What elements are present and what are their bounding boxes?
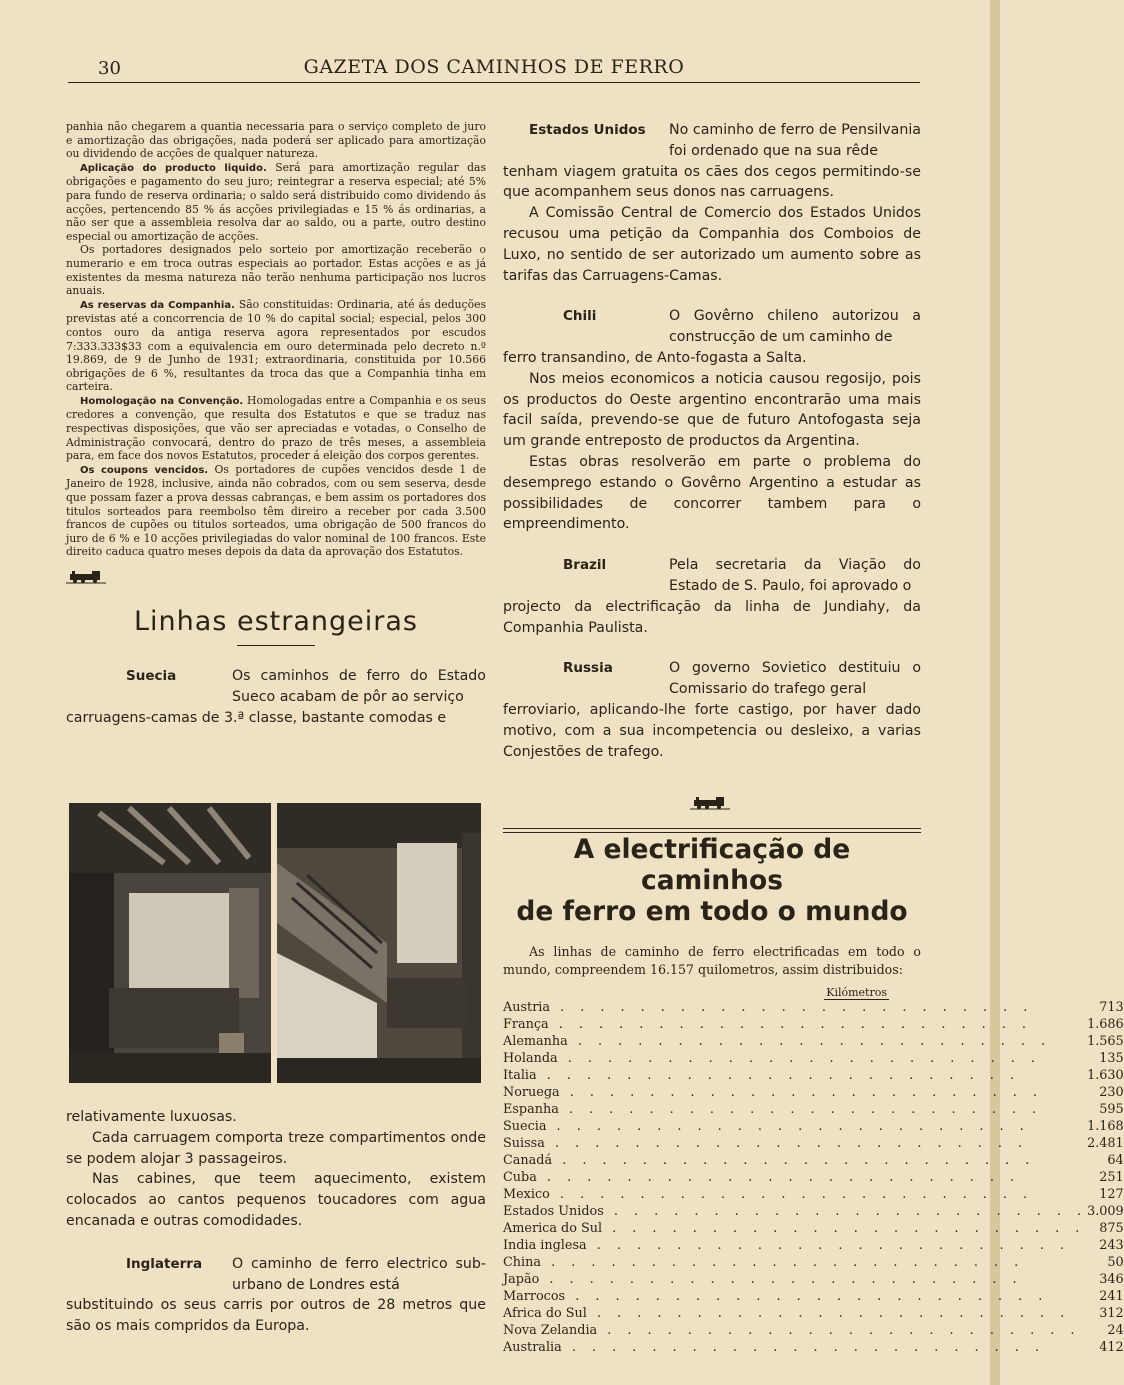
paragraph: Estas obras resolverão em parte o problema do desemprego estando o Govêrno Argentino a estudar as possibilidades de concorrer tambem para o empreendimento. — [503, 453, 921, 533]
country-label: Inglaterra — [126, 1255, 203, 1272]
paragraph: A Comissão Central de Comercio dos Estados Unidos recusou uma petição da Companhia dos Comboios de Luxo, no sentido de ser autorizado um aumento sobre as tarifas das Carruagens-Camas. — [503, 205, 921, 284]
km-cell: 412 — [1099, 1340, 1124, 1355]
paragraph: Cada carruagem comporta treze compartimentos onde se podem alojar 3 passageiros. — [66, 1129, 486, 1167]
km-cell: 24 — [1107, 1323, 1124, 1338]
country-cell — [503, 1237, 1087, 1254]
table-row — [503, 1152, 1124, 1169]
news-chili — [503, 306, 921, 535]
country-name: Holanda — [503, 1051, 558, 1066]
cabin-photo-right — [277, 803, 481, 1083]
leader-dots: . . . . . . . . . . . . . . . . . . . . . . . . — [559, 1085, 1043, 1100]
table-row — [503, 1033, 1124, 1050]
table-row — [503, 1050, 1124, 1067]
km-cell: 312 — [1099, 1306, 1124, 1321]
country-name: Suecia — [503, 1119, 547, 1134]
country-name: Australia — [503, 1340, 562, 1355]
country-cell — [503, 1322, 1087, 1339]
paragraph-text: Será para amortização regular das obrigações e pagamento do seu juro; reintegrar a reserva especial; até 5% para fundo de reserva ordinaria; o saldo será distribuido como dividendo ás acções, pertencendo 85 % ás acções privilegiadas e 15 % ás ordinarias, a não ser que a assembleia resolva dar ao saldo, ou a parte, outro destino especial ou amortização de acções. — [66, 160, 486, 243]
leader-dots: . . . . . . . . . . . . . . . . . . . . . . . . — [552, 1153, 1036, 1168]
left-column — [66, 120, 486, 728]
country-cell — [503, 1067, 1087, 1084]
leader-dots: . . . . . . . . . . . . . . . . . . . . . . . . — [558, 1102, 1043, 1117]
news-brazil — [503, 555, 921, 638]
continuation-text: ferro transandino, de Anto-fogasta a Salta. — [503, 349, 807, 366]
continuation-text: projecto da electrificação da linha de Jundiahy, da Companhia Paulista. — [503, 598, 921, 636]
continuation-text: substituindo os seus carris por outros de 28 metros que são os mais compridos da Europa. — [66, 1297, 486, 1335]
lead-text: O governo Sovietico destituiu o Comissario do trafego geral — [669, 660, 921, 698]
paragraph: Os portadores designados pelo sorteio por amortização receberão o numerario e em troca outras especiais ao portador. Estas acções e as já existentes da mesma natureza não terão nenhuma participação nos lucros anuais. — [66, 243, 486, 298]
masthead-title: GAZETA DOS CAMINHOS DE FERRO — [303, 56, 685, 78]
news-suecia — [66, 666, 486, 728]
country-name: Canadá — [503, 1153, 553, 1168]
country-cell — [503, 1305, 1087, 1322]
km-cell: 595 — [1099, 1102, 1124, 1117]
country-label: Brazil — [563, 557, 607, 574]
table-row — [503, 999, 1124, 1016]
paragraph-text: Homologadas entre a Companhia e os seus credores a convenção, que resulta dos Estatutos e que se traduz nas respectivas disposições, que vão ser apreciadas e votadas, o Conselho de Administração convocará, dentro do prazo de três meses, a assembleia para, em face dos novos Estatutos, proceder á eleição dos corpos gerentes. — [66, 393, 487, 463]
country-name: Austria — [503, 1000, 551, 1015]
lead-text: No caminho de ferro de Pensilvania foi ordenado que na sua rêde — [669, 122, 921, 159]
lead-text: Os caminhos de ferro do Estado Sueco acabam de pôr ao serviço — [232, 668, 486, 705]
country-cell — [503, 999, 1087, 1016]
leader-dots: . . . . . . . . . . . . . . . . . . . . . . . . — [546, 1119, 1030, 1134]
continuation-text: relativamente luxuosas. — [66, 1109, 237, 1125]
leader-dots: . . . . . . . . . . . . . . . . . . . . . . . . — [544, 1136, 1029, 1151]
table-row — [503, 1084, 1124, 1101]
km-cell: 135 — [1099, 1051, 1124, 1066]
country-cell — [503, 1254, 1087, 1271]
leader-dots: . . . . . . . . . . . . . . . . . . . . . . . . — [557, 1051, 1041, 1066]
km-cell: 346 — [1099, 1272, 1124, 1287]
leader-dots: . . . . . . . . . . . . . . . . . . . . . . . . — [597, 1323, 1081, 1338]
leader-dots: . . . . . . . . . . . . . . . . . . . . . . . . — [565, 1289, 1049, 1304]
country-name: China — [503, 1255, 541, 1270]
table-row — [503, 1101, 1124, 1118]
country-name: Suissa — [503, 1136, 545, 1151]
leader-dots: . . . . . . . . . . . . . . . . . . . . . . . . — [539, 1272, 1023, 1287]
paragraph-heading: Homologação na Convenção. — [80, 395, 244, 407]
lead-text: Pela secretaria da Viação do Estado de S. Paulo, foi aprovado o — [669, 557, 921, 594]
country-name: Estados Unidos — [503, 1204, 604, 1219]
country-cell — [503, 1152, 1087, 1169]
km-cell: 241 — [1099, 1289, 1124, 1304]
paragraph-text: São constituidas: Ordinaria, até ás deduções previstas até a concorrencia de 10 % do capital social; especial, pelos 300 contos ouro da antiga reserva agora representados por escudos 7:333.333$33 com a equivalencia em ouro determinada pelo decreto n.º 19.869, de 9 de Junho de 1931; extraordinaria, constituida por 10.566 obrigações de 6 %, resultantes da troca das que a Companhia tinha em carteira. — [66, 297, 486, 394]
leader-dots: . . . . . . . . . . . . . . . . . . . . . . . . — [567, 1034, 1052, 1049]
country-name: Noruega — [503, 1085, 560, 1100]
km-table — [503, 999, 1124, 1356]
statutes-text — [66, 120, 486, 559]
news-russia — [503, 658, 921, 762]
table-row — [503, 1169, 1124, 1186]
country-name: Mexico — [503, 1187, 550, 1202]
km-cell: 875 — [1099, 1221, 1124, 1236]
double-rule — [503, 828, 921, 833]
leader-dots: . . . . . . . . . . . . . . . . . . . . . . . . — [549, 1187, 1034, 1202]
km-cell: 3.009 — [1087, 1204, 1124, 1219]
table-row — [503, 1271, 1124, 1288]
km-cell: 1.565 — [1087, 1034, 1124, 1049]
country-cell — [503, 1050, 1087, 1067]
country-cell — [503, 1084, 1087, 1101]
paragraph: panhia não chegarem a quantia necessaria para o serviço completo de juro e amortização das obrigações, nada poderá ser aplicado para amortização ou dividendo de acções de qualquer natureza. — [66, 120, 486, 161]
leader-dots: . . . . . . . . . . . . . . . . . . . . . . . . — [586, 1306, 1071, 1321]
article-title-line1: A electrificação de caminhos — [573, 834, 851, 896]
paragraph: Nas cabines, que teem aquecimento, existem colocados ao cantos pequenos toucadores com agua encanada e outras comodidades. — [66, 1171, 486, 1229]
table-row — [503, 1339, 1124, 1356]
country-cell — [503, 1203, 1087, 1220]
country-cell — [503, 1220, 1087, 1237]
news-estados-unidos — [503, 120, 921, 286]
table-row — [503, 1305, 1124, 1322]
country-name: Alemanha — [503, 1034, 568, 1049]
table-row — [503, 1067, 1124, 1084]
locomotive-ornament-icon — [66, 570, 106, 584]
paragraph — [66, 463, 486, 559]
unit-label: Kilómetros — [826, 986, 887, 999]
section-title: Linhas estrangeiras — [134, 606, 418, 637]
leader-dots: . . . . . . . . . . . . . . . . . . . . . . . . — [603, 1204, 1088, 1219]
country-cell — [503, 1135, 1087, 1152]
continuation-text: ferroviario, aplicando-lhe forte castigo, por haver dado motivo, com a sua incompetencia ou desleixo, a varias Conjestões de trafego. — [503, 701, 921, 760]
paragraph — [66, 298, 486, 394]
table-row — [503, 1220, 1124, 1237]
km-cell: 243 — [1099, 1238, 1124, 1253]
leader-dots: . . . . . . . . . . . . . . . . . . . . . . . . — [561, 1340, 1046, 1355]
table-row — [503, 1322, 1124, 1339]
km-cell: 64 — [1107, 1153, 1124, 1168]
paragraph: Nos meios economicos a noticia causou regosijo, pois os productos do Oeste argentino encontrarão uma mais facil saída, prevendo-se que de futuro Antofogasta seja um grande entreposto de productos da Argentina. — [503, 370, 921, 450]
table-row — [503, 1288, 1124, 1305]
article-title-line2: de ferro em todo o mundo — [516, 896, 908, 927]
leader-dots: . . . . . . . . . . . . . . . . . . . . . . . . — [541, 1255, 1025, 1270]
leader-dots: . . . . . . . . . . . . . . . . . . . . . . . . — [550, 1000, 1034, 1015]
country-name: Cuba — [503, 1170, 537, 1185]
right-column — [503, 120, 921, 762]
km-cell: 1.168 — [1087, 1119, 1124, 1134]
country-label: Russia — [563, 660, 613, 677]
km-cell: 50 — [1107, 1255, 1124, 1270]
country-cell — [503, 1169, 1087, 1186]
article-intro: As linhas de caminho de ferro electrificadas em todo o mundo, compreendem 16.157 quilometros, assim distribuidos: — [503, 944, 921, 977]
paragraph — [66, 394, 486, 463]
country-label: Chili — [563, 308, 597, 325]
country-cell — [503, 1339, 1087, 1356]
locomotive-ornament-icon — [690, 796, 730, 810]
table-row — [503, 1186, 1124, 1203]
table-unit-header — [503, 986, 889, 999]
paragraph-heading: Os coupons vencidos. — [80, 464, 209, 476]
country-name: Marrocos — [503, 1289, 566, 1304]
km-cell: 251 — [1099, 1170, 1124, 1185]
paragraph-heading: As reservas da Companhia. — [80, 299, 235, 311]
table-row — [503, 1237, 1124, 1254]
paragraph-text: Os portadores de cupões vencidos desde 1 de Janeiro de 1928, inclusive, ainda não cobrados, com ou sem seserva, desde que possam fazer a prova dessas cabranças, e bem assim os portadores dos titulos sorteados para reembolso têm direiro a receber por cada 3.500 francos de cupões ou titulos sorteados, uma obrigação de 500 francos do juro de 6 % e 10 acções privilegiadas do valor nominal de 100 francos. Este direito caduca quatro meses depois da data da aprovação dos Estatutos. — [66, 462, 486, 559]
country-name: Japão — [503, 1272, 540, 1287]
table-row — [503, 1203, 1124, 1220]
leader-dots: . . . . . . . . . . . . . . . . . . . . . . . . — [548, 1017, 1032, 1032]
country-name: Africa do Sul — [503, 1306, 587, 1321]
cabin-photo-left — [69, 803, 271, 1083]
section-rule — [237, 645, 315, 646]
country-name: Italia — [503, 1068, 537, 1083]
country-cell — [503, 1186, 1087, 1203]
country-name: França — [503, 1017, 549, 1032]
country-cell — [503, 1118, 1087, 1135]
km-cell: 127 — [1099, 1187, 1124, 1202]
leader-dots: . . . . . . . . . . . . . . . . . . . . . . . . — [586, 1238, 1070, 1253]
news-inglaterra — [66, 1254, 486, 1296]
country-label: Estados Unidos — [529, 122, 646, 138]
paragraph-heading: Aplicação do producto liquido. — [80, 162, 267, 174]
page-number: 30 — [98, 58, 121, 79]
leader-dots: . . . . . . . . . . . . . . . . . . . . . . . . — [602, 1221, 1086, 1236]
lead-text: O caminho de ferro electrico sub-urbano de Londres está — [232, 1255, 486, 1293]
table-row — [503, 1118, 1124, 1135]
table-row — [503, 1135, 1124, 1152]
leader-dots: . . . . . . . . . . . . . . . . . . . . . . . . — [536, 1170, 1021, 1185]
country-name: India inglesa — [503, 1238, 587, 1253]
electrification-article — [503, 834, 1124, 1356]
country-cell — [503, 1101, 1087, 1118]
km-cell: 1.686 — [1087, 1017, 1124, 1032]
country-cell — [503, 1016, 1087, 1033]
continuation-text: tenham viagem gratuita os cães dos cegos permitindo-se que acompanhem seus donos nas carruagens. — [503, 163, 921, 201]
country-name: Nova Zelandia — [503, 1323, 598, 1338]
km-cell: 1.630 — [1087, 1068, 1124, 1083]
country-name: America do Sul — [503, 1221, 603, 1236]
paragraph — [66, 161, 486, 244]
news-suecia-continued — [66, 1107, 486, 1337]
km-cell: 713 — [1099, 1000, 1124, 1015]
country-cell — [503, 1271, 1087, 1288]
country-label: Suecia — [126, 668, 177, 684]
lead-text: O Govêrno chileno autorizou a construcção de um caminho de — [669, 308, 921, 346]
leader-dots: . . . . . . . . . . . . . . . . . . . . . . . . — [536, 1068, 1020, 1083]
country-name: Espanha — [503, 1102, 559, 1117]
table-row — [503, 1254, 1124, 1271]
page-header — [68, 56, 920, 83]
country-cell — [503, 1033, 1087, 1050]
table-row — [503, 1016, 1124, 1033]
km-cell: 230 — [1099, 1085, 1124, 1100]
continuation-text: carruagens-camas de 3.ª classe, bastante comodas e — [66, 709, 447, 726]
km-cell: 2.481 — [1087, 1136, 1124, 1151]
sleeping-car-photos — [69, 803, 481, 1083]
country-cell — [503, 1288, 1087, 1305]
